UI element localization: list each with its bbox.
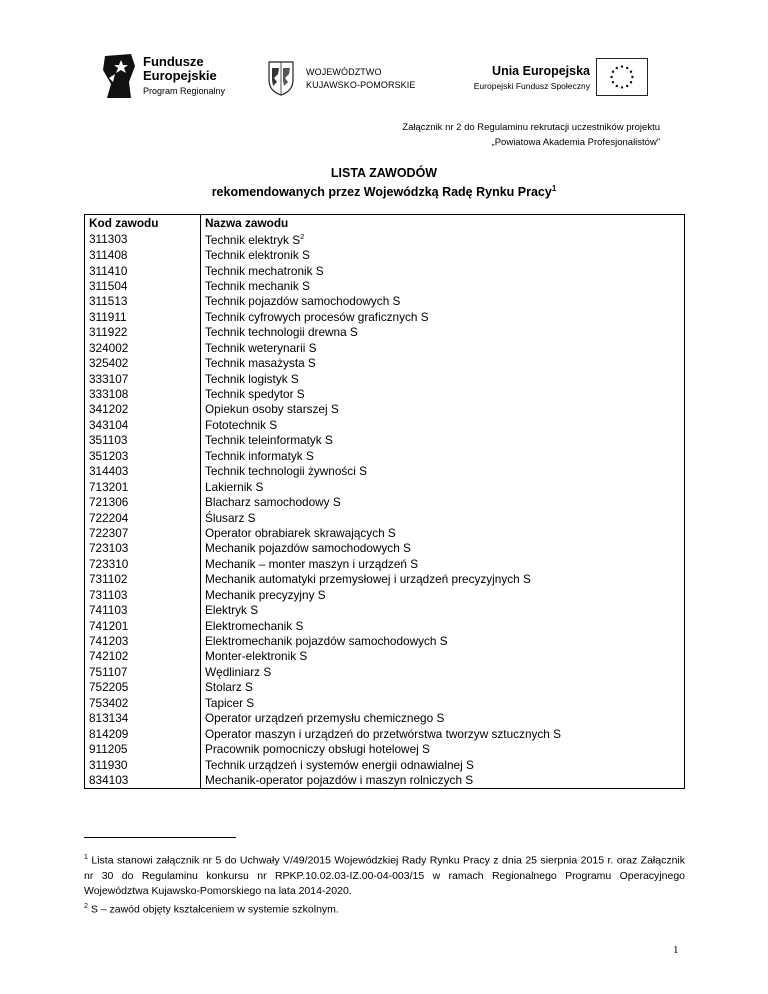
occupation-code: 723310 [85, 556, 201, 571]
occupation-code: 324002 [85, 340, 201, 355]
fundusze-europejskie-icon [101, 52, 137, 100]
table-row [85, 263, 685, 278]
occupation-name: Mechanik precyzyjny S [201, 587, 685, 602]
occupation-code: 341202 [85, 402, 201, 417]
occupation-code: 722204 [85, 510, 201, 525]
occupation-code: 813134 [85, 710, 201, 725]
occupation-code: 722307 [85, 525, 201, 540]
table-row [85, 230, 685, 247]
table-row [85, 494, 685, 509]
footnote-ref-2: 2 [300, 232, 305, 242]
table-row [85, 386, 685, 401]
table-row [85, 417, 685, 432]
occupation-code: 741103 [85, 602, 201, 617]
fe-line3: Program Regionalny [143, 86, 226, 96]
occupation-name: Technik cyfrowych procesów graficznych S [201, 309, 685, 324]
occupation-name: Technik elektronik S [201, 247, 685, 262]
occupation-code: 834103 [85, 772, 201, 788]
occupation-code: 741201 [85, 618, 201, 633]
occupation-code: 333108 [85, 386, 201, 401]
table-row [85, 510, 685, 525]
occupation-code: 311303 [85, 230, 201, 247]
occupation-name: Technik spedytor S [201, 386, 685, 401]
occupation-name: Technik pojazdów samochodowych S [201, 294, 685, 309]
occupation-code: 713201 [85, 479, 201, 494]
table-row [85, 710, 685, 725]
occupation-code: 752205 [85, 680, 201, 695]
fe-line1: Fundusze [143, 54, 204, 69]
occupation-name: Mechanik pojazdów samochodowych S [201, 541, 685, 556]
table-row [85, 247, 685, 262]
table-row [85, 695, 685, 710]
title-line2: rekomendowanych przez Wojewódzką Radę Rynku Pracy [211, 185, 552, 200]
occupation-name: Technik teleinformatyk S [201, 433, 685, 448]
title-line1: LISTA ZAWODÓW [330, 166, 438, 180]
occupation-code: 721306 [85, 494, 201, 509]
occupation-name: Operator urządzeń przemysłu chemicznego S [201, 710, 685, 725]
occupation-code: 311408 [85, 247, 201, 262]
occupation-name: Monter-elektronik S [201, 649, 685, 664]
fundusze-europejskie-logo [101, 52, 241, 100]
table-row [85, 618, 685, 633]
occupation-name: Technik weterynarii S [201, 340, 685, 355]
footnote-separator [84, 837, 236, 838]
table-row [85, 278, 685, 293]
occupation-code: 325402 [85, 355, 201, 370]
table-row [85, 340, 685, 355]
document-title [0, 166, 768, 200]
occupation-code: 311410 [85, 263, 201, 278]
table-row [85, 371, 685, 386]
occupation-code: 741203 [85, 633, 201, 648]
occupation-code: 742102 [85, 649, 201, 664]
occupation-code: 753402 [85, 695, 201, 710]
occupation-name: Technik logistyk S [201, 371, 685, 386]
table-row [85, 664, 685, 679]
occupation-name: Technik urządzeń i systemów energii odnawialnej S [201, 757, 685, 772]
coat-of-arms-icon [268, 60, 294, 96]
table-row [85, 649, 685, 664]
occupation-code: 731102 [85, 572, 201, 587]
annex-line2: „Powiatowa Akademia Profesjonalistów” [491, 137, 660, 148]
table-row [85, 479, 685, 494]
ue-line1: Unia Europejska [492, 64, 590, 78]
occupation-name: Mechanik automatyki przemysłowej i urządzeń precyzyjnych S [201, 572, 685, 587]
occupation-code: 751107 [85, 664, 201, 679]
table-row [85, 633, 685, 648]
page-number: 1 [673, 944, 679, 956]
occupation-code: 814209 [85, 726, 201, 741]
occupation-name: Operator maszyn i urządzeń do przetwórstwa tworzyw sztucznych S [201, 726, 685, 741]
header-name: Nazwa zawodu [201, 215, 685, 231]
occupation-name: Lakiernik S [201, 479, 685, 494]
table-row [85, 325, 685, 340]
occupation-code: 731103 [85, 587, 201, 602]
annex-line1: Załącznik nr 2 do Regulaminu rekrutacji uczestników projektu [402, 122, 660, 133]
occupation-code: 314403 [85, 463, 201, 478]
table-row [85, 463, 685, 478]
occupation-name: Stolarz S [201, 680, 685, 695]
fe-line2: Europejskie [143, 68, 217, 83]
footnote-1: $^1$ Lista stanowi załącznik nr 5 do Uchwały V/49/2015 Wojewódzkiej Rady Rynku Pracy z dnia 25 sierpnia 2015 r. oraz Załącznik nr 30 do Regulaminu konkursu nr RPKP.10.02.03-IZ.00-04-003/15 w ramach Regionalnego Programu Operacyjnego Województwa Kujawsko-Pomorskiego na lata 2014-2020. [84, 854, 686, 897]
occupation-name: Fototechnik S [201, 417, 685, 432]
occupation-name: Elektromechanik pojazdów samochodowych S [201, 633, 685, 648]
occupation-name: Technik informatyk S [201, 448, 685, 463]
occupation-name: Elektryk S [201, 602, 685, 617]
table-row [85, 757, 685, 772]
unia-europejska-logo [452, 58, 652, 100]
woj-line2: KUJAWSKO-POMORSKIE [306, 80, 416, 90]
occupation-name: Technik elektryk $S^2$ [201, 230, 685, 247]
occupation-name: Technik masażysta S [201, 355, 685, 370]
occupations-table [84, 214, 685, 789]
footnote-2: $^2$ S – zawód objęty kształceniem w systemie szkolnym. [84, 902, 339, 915]
occupation-name: Mechanik-operator pojazdów i maszyn rolniczych S [201, 772, 685, 788]
table-header-row [85, 215, 685, 231]
occupation-name: Elektromechanik S [201, 618, 685, 633]
table-row [85, 772, 685, 788]
table-row [85, 572, 685, 587]
table-row [85, 294, 685, 309]
table-row [85, 525, 685, 540]
annex-note [402, 120, 660, 150]
occupation-code: 311513 [85, 294, 201, 309]
occupation-code: 351103 [85, 433, 201, 448]
occupation-code: 311504 [85, 278, 201, 293]
occupation-name: Technik mechatronik S [201, 263, 685, 278]
table-row [85, 741, 685, 756]
occupation-code: 723103 [85, 541, 201, 556]
occupation-name: Wędliniarz S [201, 664, 685, 679]
occupation-name: Mechanik – monter maszyn i urządzeń S [201, 556, 685, 571]
occupation-name: Technik technologii żywności S [201, 463, 685, 478]
occupation-code: 311930 [85, 757, 201, 772]
occupation-code: 311922 [85, 325, 201, 340]
table-row [85, 680, 685, 695]
ue-line2: Europejski Fundusz Społeczny [473, 81, 590, 91]
occupation-code: 911205 [85, 741, 201, 756]
table-row [85, 587, 685, 602]
footnote-ref-1: 1 [551, 184, 557, 193]
table-row [85, 448, 685, 463]
occupation-name: Technik technologii drewna S [201, 325, 685, 340]
table-row [85, 309, 685, 324]
woj-line1: WOJEWÓDZTWO [306, 67, 382, 77]
occupation-name: Ślusarz S [201, 510, 685, 525]
table-row [85, 433, 685, 448]
occupation-name: Opiekun osoby starszej S [201, 402, 685, 417]
table-row [85, 602, 685, 617]
table-row [85, 402, 685, 417]
occupation-name: Blacharz samochodowy S [201, 494, 685, 509]
occupation-name: Tapicer S [201, 695, 685, 710]
occupation-name: Technik mechanik S [201, 278, 685, 293]
wojewodztwo-logo [268, 60, 428, 100]
table-row [85, 355, 685, 370]
occupation-code: 333107 [85, 371, 201, 386]
table-row [85, 726, 685, 741]
occupation-code: 351203 [85, 448, 201, 463]
footnotes [84, 850, 685, 917]
header-code: Kod zawodu [85, 215, 201, 231]
occupation-name: Operator obrabiarek skrawających S [201, 525, 685, 540]
occupation-code: 343104 [85, 417, 201, 432]
occupation-code: 311911 [85, 309, 201, 324]
table-row [85, 541, 685, 556]
eu-flag-icon [596, 58, 648, 96]
occupation-name: Pracownik pomocniczy obsługi hotelowej S [201, 741, 685, 756]
table-row [85, 556, 685, 571]
